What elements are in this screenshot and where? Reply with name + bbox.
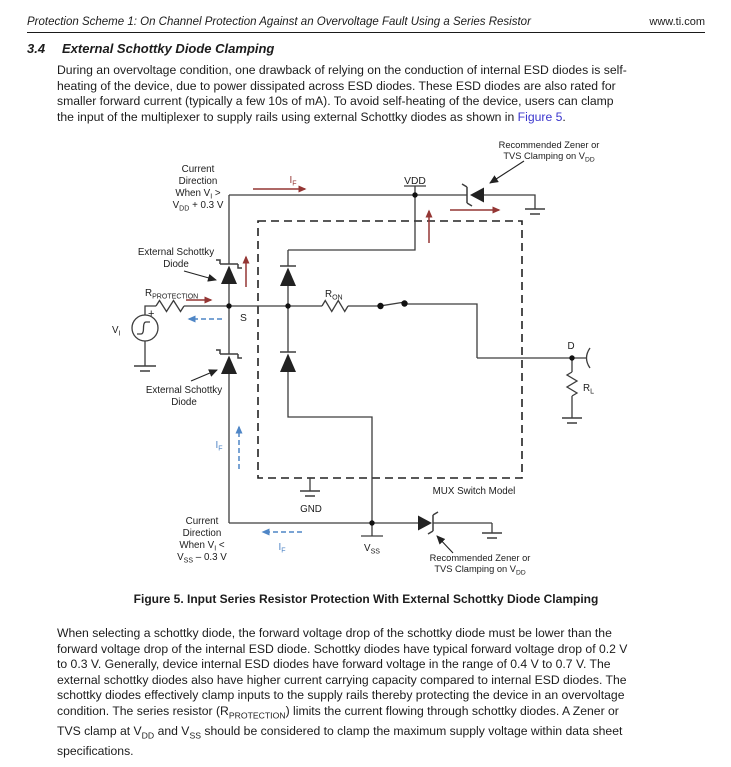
label-vi: $V_I$ bbox=[112, 325, 121, 338]
svg-text:VSS – 0.3 V: $V_{SS} - 0.3$ V bbox=[177, 552, 227, 565]
text-line: smaller forward current (typically a few 10s of mA). To avoid self-heating of the device, users can clamp bbox=[57, 94, 614, 109]
step-waveform-icon bbox=[137, 322, 150, 334]
section-number: 3.4 bbox=[27, 41, 46, 56]
label-vdd: VDD bbox=[404, 176, 426, 187]
schottky-diode-bottom bbox=[216, 350, 242, 374]
label-vss: $V_{SS}$ bbox=[364, 543, 380, 556]
pointer-line bbox=[191, 370, 217, 381]
text-line: During an overvoltage condition, one drawback of relying on the conduction of internal ESD diodes is self- bbox=[57, 63, 627, 77]
svg-text:When VI <: When $V_I$ < bbox=[179, 540, 225, 553]
label-zener-note-bottom: Recommended Zener or bbox=[429, 553, 531, 563]
output-port-arc bbox=[587, 348, 591, 368]
schottky-diode-top bbox=[216, 260, 242, 284]
website-link[interactable]: www.ti.com bbox=[649, 16, 705, 28]
label-if-blue: $I_F$ bbox=[215, 440, 223, 453]
node-dots bbox=[226, 192, 574, 525]
resistor-ron bbox=[322, 301, 348, 312]
esd-diode-top bbox=[280, 266, 296, 286]
text-line: condition. The series resistor $(R_{PROTECTION})$ limits the current flowing through schottky diodes. A Zener or bbox=[57, 703, 619, 721]
svg-text:Diode: Diode bbox=[163, 259, 189, 270]
body-paragraph bbox=[57, 626, 707, 760]
label-s-node: S bbox=[240, 313, 247, 324]
label-if-blue: $I_F$ bbox=[278, 542, 286, 555]
label-ext-schottky-bottom: External Schottky bbox=[145, 385, 223, 396]
svg-text:Diode: Diode bbox=[171, 397, 197, 408]
ground-icon bbox=[562, 418, 582, 423]
figure5-link[interactable]: Figure 5 bbox=[517, 109, 563, 124]
label-d-node: D bbox=[567, 341, 575, 352]
label-plus: + bbox=[148, 308, 155, 320]
ground-icon bbox=[482, 533, 502, 538]
pointer-line bbox=[437, 536, 453, 553]
label-mux-model: MUX Switch Model bbox=[432, 486, 516, 497]
label-if-red: $I_F$ bbox=[289, 175, 297, 188]
ground-icon bbox=[134, 366, 156, 371]
label-ext-schottky-top: External Schottky bbox=[137, 247, 215, 258]
wires bbox=[145, 186, 590, 536]
switch-pole bbox=[377, 303, 383, 309]
esd-diode-bottom bbox=[280, 352, 296, 372]
ground-icon bbox=[300, 491, 320, 496]
label-zener-note-top: Recommended Zener or bbox=[498, 140, 600, 150]
svg-text:TVS Clamping on VDD: TVS Clamping on $V_{DD}$ bbox=[503, 151, 595, 164]
text-line: TVS clamp at $V_{DD}$ and $V_{SS}$ should be considered to clamp the maximum supply voltage within data sheet bbox=[57, 724, 623, 741]
text-line: the input of the multiplexer to supply rails using external Schottky diodes as shown in Figure 5. bbox=[57, 109, 566, 124]
resistor-rl bbox=[567, 358, 577, 418]
label-rl: $R_L$ bbox=[583, 383, 594, 396]
text-line: heating of the device, due to power dissipated across ESD diodes. These ESD diodes are also rated for bbox=[57, 78, 616, 93]
text-line: schottky diodes effectively clamp inputs to the supply rails thereby protecting the device in an overvoltage bbox=[57, 688, 625, 703]
label-ron: $R_{ON}$ bbox=[325, 289, 343, 302]
mux-boundary-box bbox=[258, 221, 522, 478]
label-current-dir-bottom: Current bbox=[185, 516, 219, 527]
text-line: external schottky diodes also have higher current carrying capacity compared to internal ESD diodes. The bbox=[57, 672, 627, 687]
pointer-line bbox=[490, 161, 524, 183]
switch-blade bbox=[380, 302, 405, 306]
switch-pole bbox=[401, 300, 407, 306]
ground-icon bbox=[525, 209, 545, 214]
text-line: specifications. bbox=[57, 744, 134, 759]
label-rprotection: $R_{PROTECTION}$ bbox=[145, 288, 199, 301]
text-line: When selecting a schottky diode, the forward voltage drop of the schottky diode must be lower than the bbox=[57, 626, 612, 640]
svg-text:VDD + 0.3 V: $V_{DD} + 0.3$ V bbox=[172, 200, 224, 213]
label-gnd: GND bbox=[300, 504, 322, 515]
section-title: External Schottky Diode Clamping bbox=[62, 41, 275, 56]
pointer-line bbox=[184, 271, 216, 280]
svg-text:When VI >: When $V_I$ > bbox=[175, 188, 221, 201]
text-line: to 0.3 V. Generally, device internal ESD diodes have forward voltage in the range of 0.4 V to 0.7 V. The bbox=[57, 657, 611, 672]
text-line: forward voltage drop of the internal ESD diode. Schottky diodes have typical forward voltage drop of 0.2 V bbox=[57, 641, 628, 656]
svg-text:TVS Clamping on VDD: TVS Clamping on $V_{DD}$ bbox=[434, 564, 526, 577]
current-arrows bbox=[186, 189, 499, 532]
running-title: Protection Scheme 1: On Channel Protection Against an Overvoltage Fault Using a Series Resistor bbox=[27, 16, 531, 28]
svg-text:Direction: Direction bbox=[182, 528, 222, 539]
figure-caption: Figure 5. Input Series Resistor Protection With External Schottky Diode Clamping bbox=[133, 592, 599, 606]
svg-text:Direction: Direction bbox=[178, 176, 218, 187]
label-current-dir-top: Current bbox=[181, 164, 215, 175]
resistor-rprotection bbox=[156, 301, 184, 312]
